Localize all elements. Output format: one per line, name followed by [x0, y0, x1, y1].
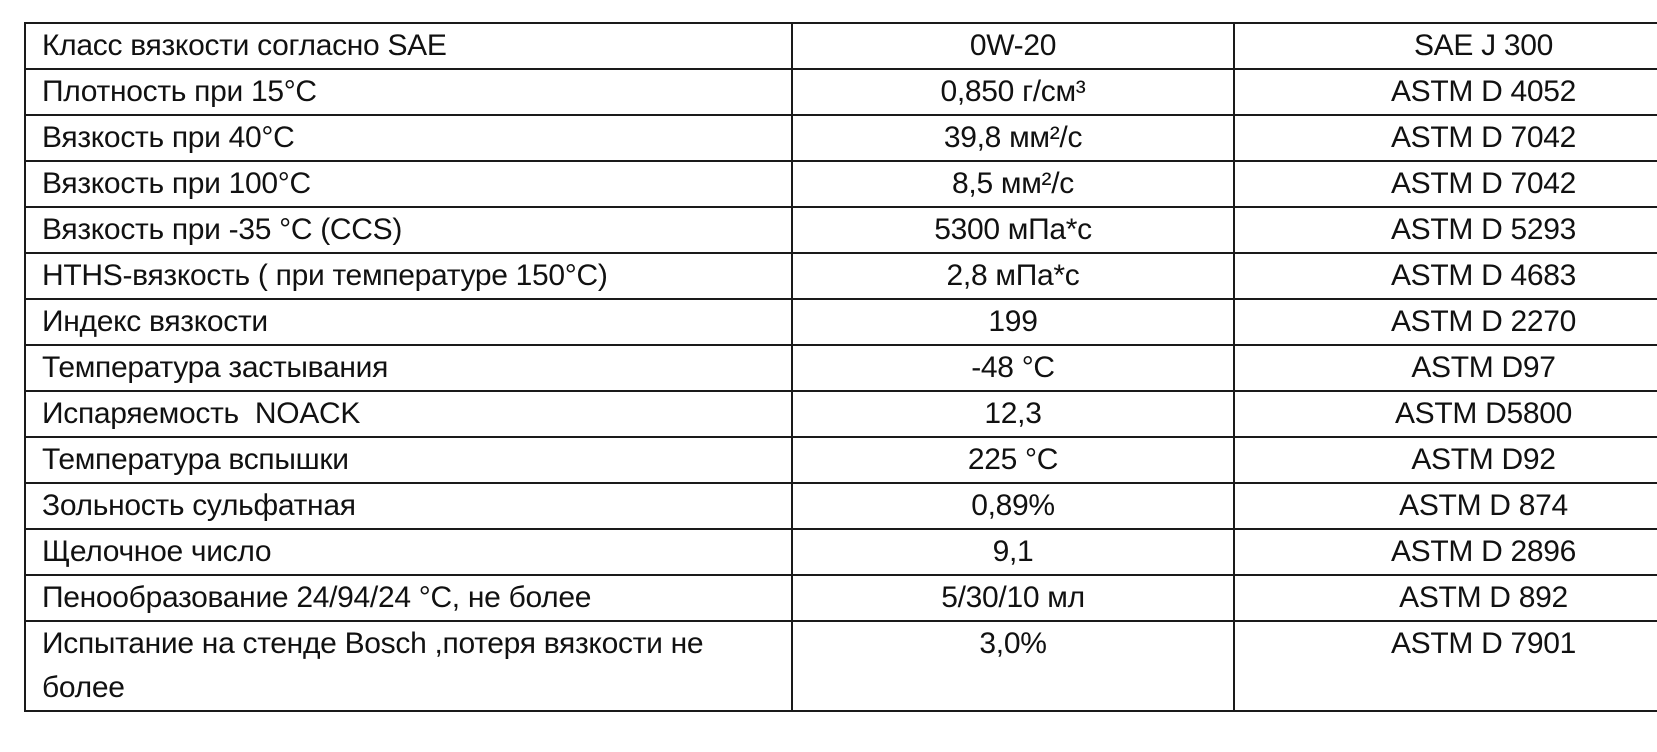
value-cell: 12,3	[792, 391, 1234, 437]
parameter-cell: Вязкость при -35 °С (CCS)	[25, 207, 792, 253]
table-row	[25, 299, 1657, 345]
table-row	[25, 23, 1657, 69]
table-row	[25, 253, 1657, 299]
parameter-cell: Температура застывания	[25, 345, 792, 391]
method-cell: ASTM D 4052	[1234, 69, 1657, 115]
value-cell: 2,8 мПа*с	[792, 253, 1234, 299]
parameter-cell: Индекс вязкости	[25, 299, 792, 345]
method-cell: ASTM D 874	[1234, 483, 1657, 529]
parameter-cell: Вязкость при 40°С	[25, 115, 792, 161]
table-row	[25, 575, 1657, 621]
parameter-cell: Испытание на стенде Bosch ,потеря вязкости не более	[25, 621, 792, 711]
table-row	[25, 529, 1657, 575]
method-cell: ASTM D 2270	[1234, 299, 1657, 345]
table-row	[25, 161, 1657, 207]
method-cell: ASTM D92	[1234, 437, 1657, 483]
table-row	[25, 69, 1657, 115]
value-cell: 0W-20	[792, 23, 1234, 69]
value-cell: 0,850 г/см³	[792, 69, 1234, 115]
parameter-cell: Вязкость при 100°С	[25, 161, 792, 207]
method-cell: ASTM D 4683	[1234, 253, 1657, 299]
value-cell: 39,8 мм²/с	[792, 115, 1234, 161]
value-cell: 199	[792, 299, 1234, 345]
value-cell: -48 °С	[792, 345, 1234, 391]
method-cell: ASTM D97	[1234, 345, 1657, 391]
value-cell: 0,89%	[792, 483, 1234, 529]
value-cell: 9,1	[792, 529, 1234, 575]
parameter-cell: Температура вспышки	[25, 437, 792, 483]
value-cell: 225 °С	[792, 437, 1234, 483]
method-cell: ASTM D 5293	[1234, 207, 1657, 253]
specifications-table	[24, 22, 1657, 712]
table-row	[25, 345, 1657, 391]
value-cell: 8,5 мм²/с	[792, 161, 1234, 207]
method-cell: ASTM D 892	[1234, 575, 1657, 621]
method-cell: ASTM D 7901	[1234, 621, 1657, 711]
parameter-cell: Пенообразование 24/94/24 °С, не более	[25, 575, 792, 621]
table-row	[25, 621, 1657, 711]
method-cell: ASTM D5800	[1234, 391, 1657, 437]
method-cell: ASTM D 2896	[1234, 529, 1657, 575]
parameter-cell: Класс вязкости согласно SAE	[25, 23, 792, 69]
method-cell: ASTM D 7042	[1234, 161, 1657, 207]
parameter-cell: Плотность при 15°С	[25, 69, 792, 115]
value-cell: 3,0%	[792, 621, 1234, 711]
parameter-cell: HTHS-вязкость ( при температуре 150°С)	[25, 253, 792, 299]
table-row	[25, 115, 1657, 161]
table-row	[25, 391, 1657, 437]
table-row	[25, 483, 1657, 529]
value-cell: 5300 мПа*с	[792, 207, 1234, 253]
parameter-cell: Зольность сульфатная	[25, 483, 792, 529]
value-cell: 5/30/10 мл	[792, 575, 1234, 621]
parameter-cell: Щелочное число	[25, 529, 792, 575]
table-row	[25, 207, 1657, 253]
table-row	[25, 437, 1657, 483]
method-cell: ASTM D 7042	[1234, 115, 1657, 161]
parameter-cell: Испаряемость NOACK	[25, 391, 792, 437]
method-cell: SAE J 300	[1234, 23, 1657, 69]
